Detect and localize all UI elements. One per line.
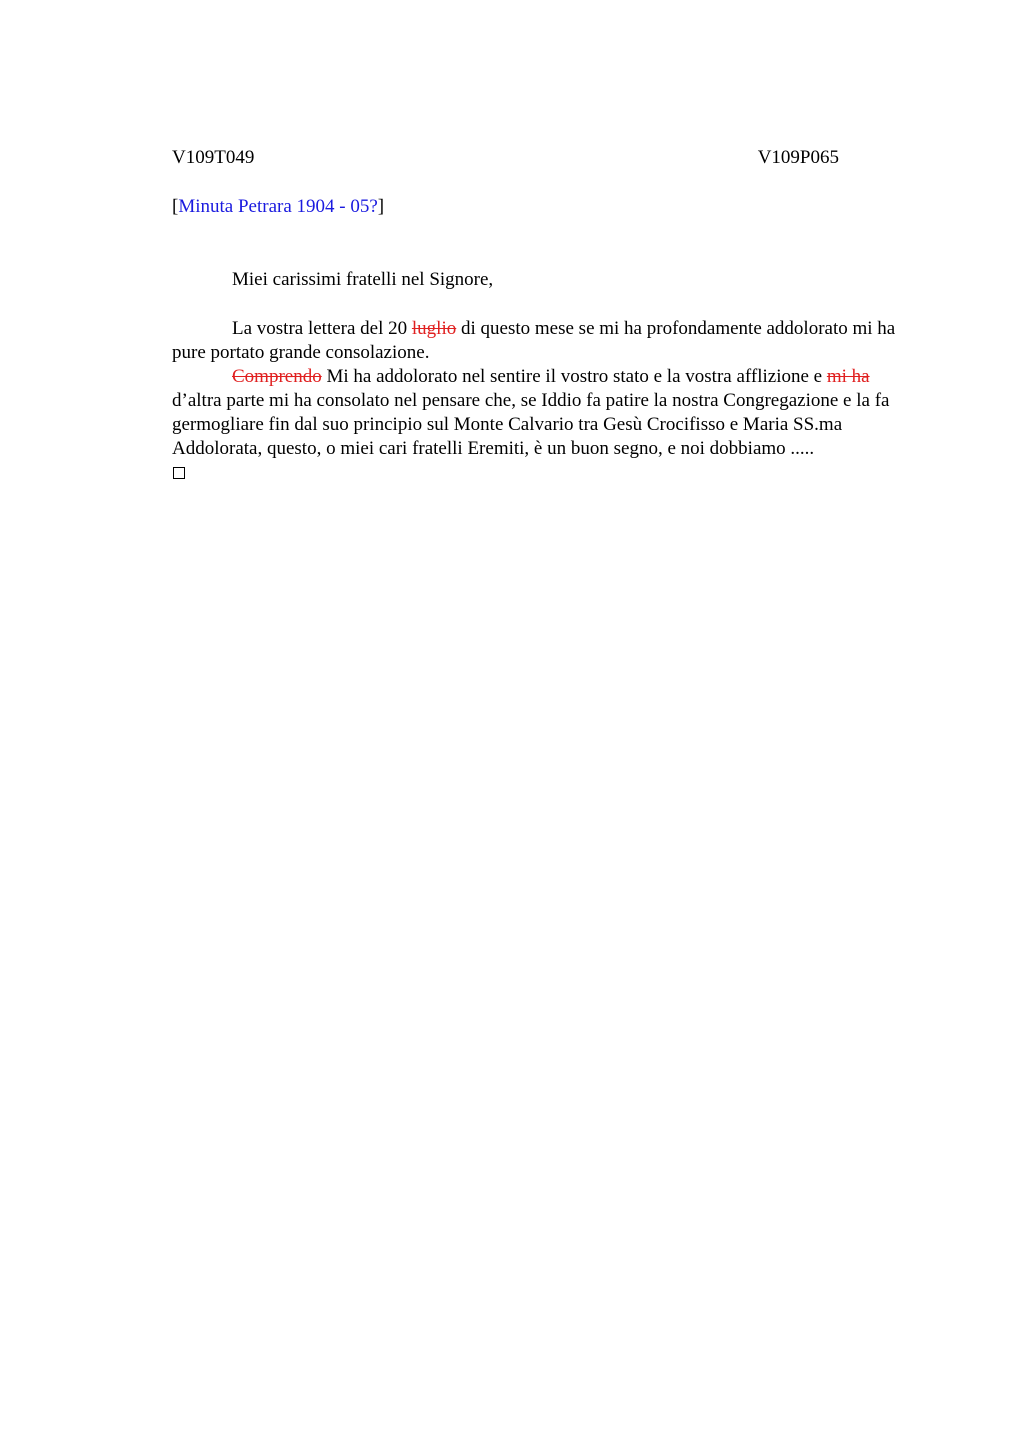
source-note bbox=[172, 195, 912, 219]
empty-square-icon bbox=[173, 467, 185, 479]
letter-paragraph-1 bbox=[172, 317, 912, 365]
deleted-word-comprendo: Comprendo bbox=[232, 366, 322, 387]
paragraph-1-text-b: di questo mese se mi ha profondamente addolorato mi ha pure portato grande consolazione. bbox=[172, 318, 896, 363]
document-code-right: V109P065 bbox=[757, 147, 839, 168]
paragraph-2-text-a: Mi ha addolorato nel sentire il vostro stato e la vostra afflizione e bbox=[321, 366, 827, 387]
document-page bbox=[172, 146, 912, 479]
source-note-open-bracket: [ bbox=[172, 196, 179, 217]
document-header bbox=[172, 146, 839, 170]
letter-paragraph-2 bbox=[172, 365, 912, 461]
paragraph-2-text-b: d’altra parte mi ha consolato nel pensare che, se Iddio fa patire la nostra Congregazione e la fa germogliare fin dal suo principio sul Monte Calvario tra Gesù Crocifisso e Maria SS.ma Addolorata, questo, o miei cari fratelli Eremiti, è un buon segno, e noi dobbiamo ..... bbox=[172, 390, 890, 459]
letter-salutation: Miei carissimi fratelli nel Signore, bbox=[232, 269, 494, 290]
paragraph-1-text-a: La vostra lettera del 20 bbox=[232, 318, 412, 339]
deleted-words-mi-ha: mi ha bbox=[826, 366, 870, 387]
source-note-text: Minuta Petrara 1904 - 05? bbox=[178, 196, 378, 217]
deleted-word-luglio: luglio bbox=[411, 318, 457, 339]
source-note-close-bracket: ] bbox=[377, 196, 385, 217]
document-code-left: V109T049 bbox=[172, 147, 255, 168]
